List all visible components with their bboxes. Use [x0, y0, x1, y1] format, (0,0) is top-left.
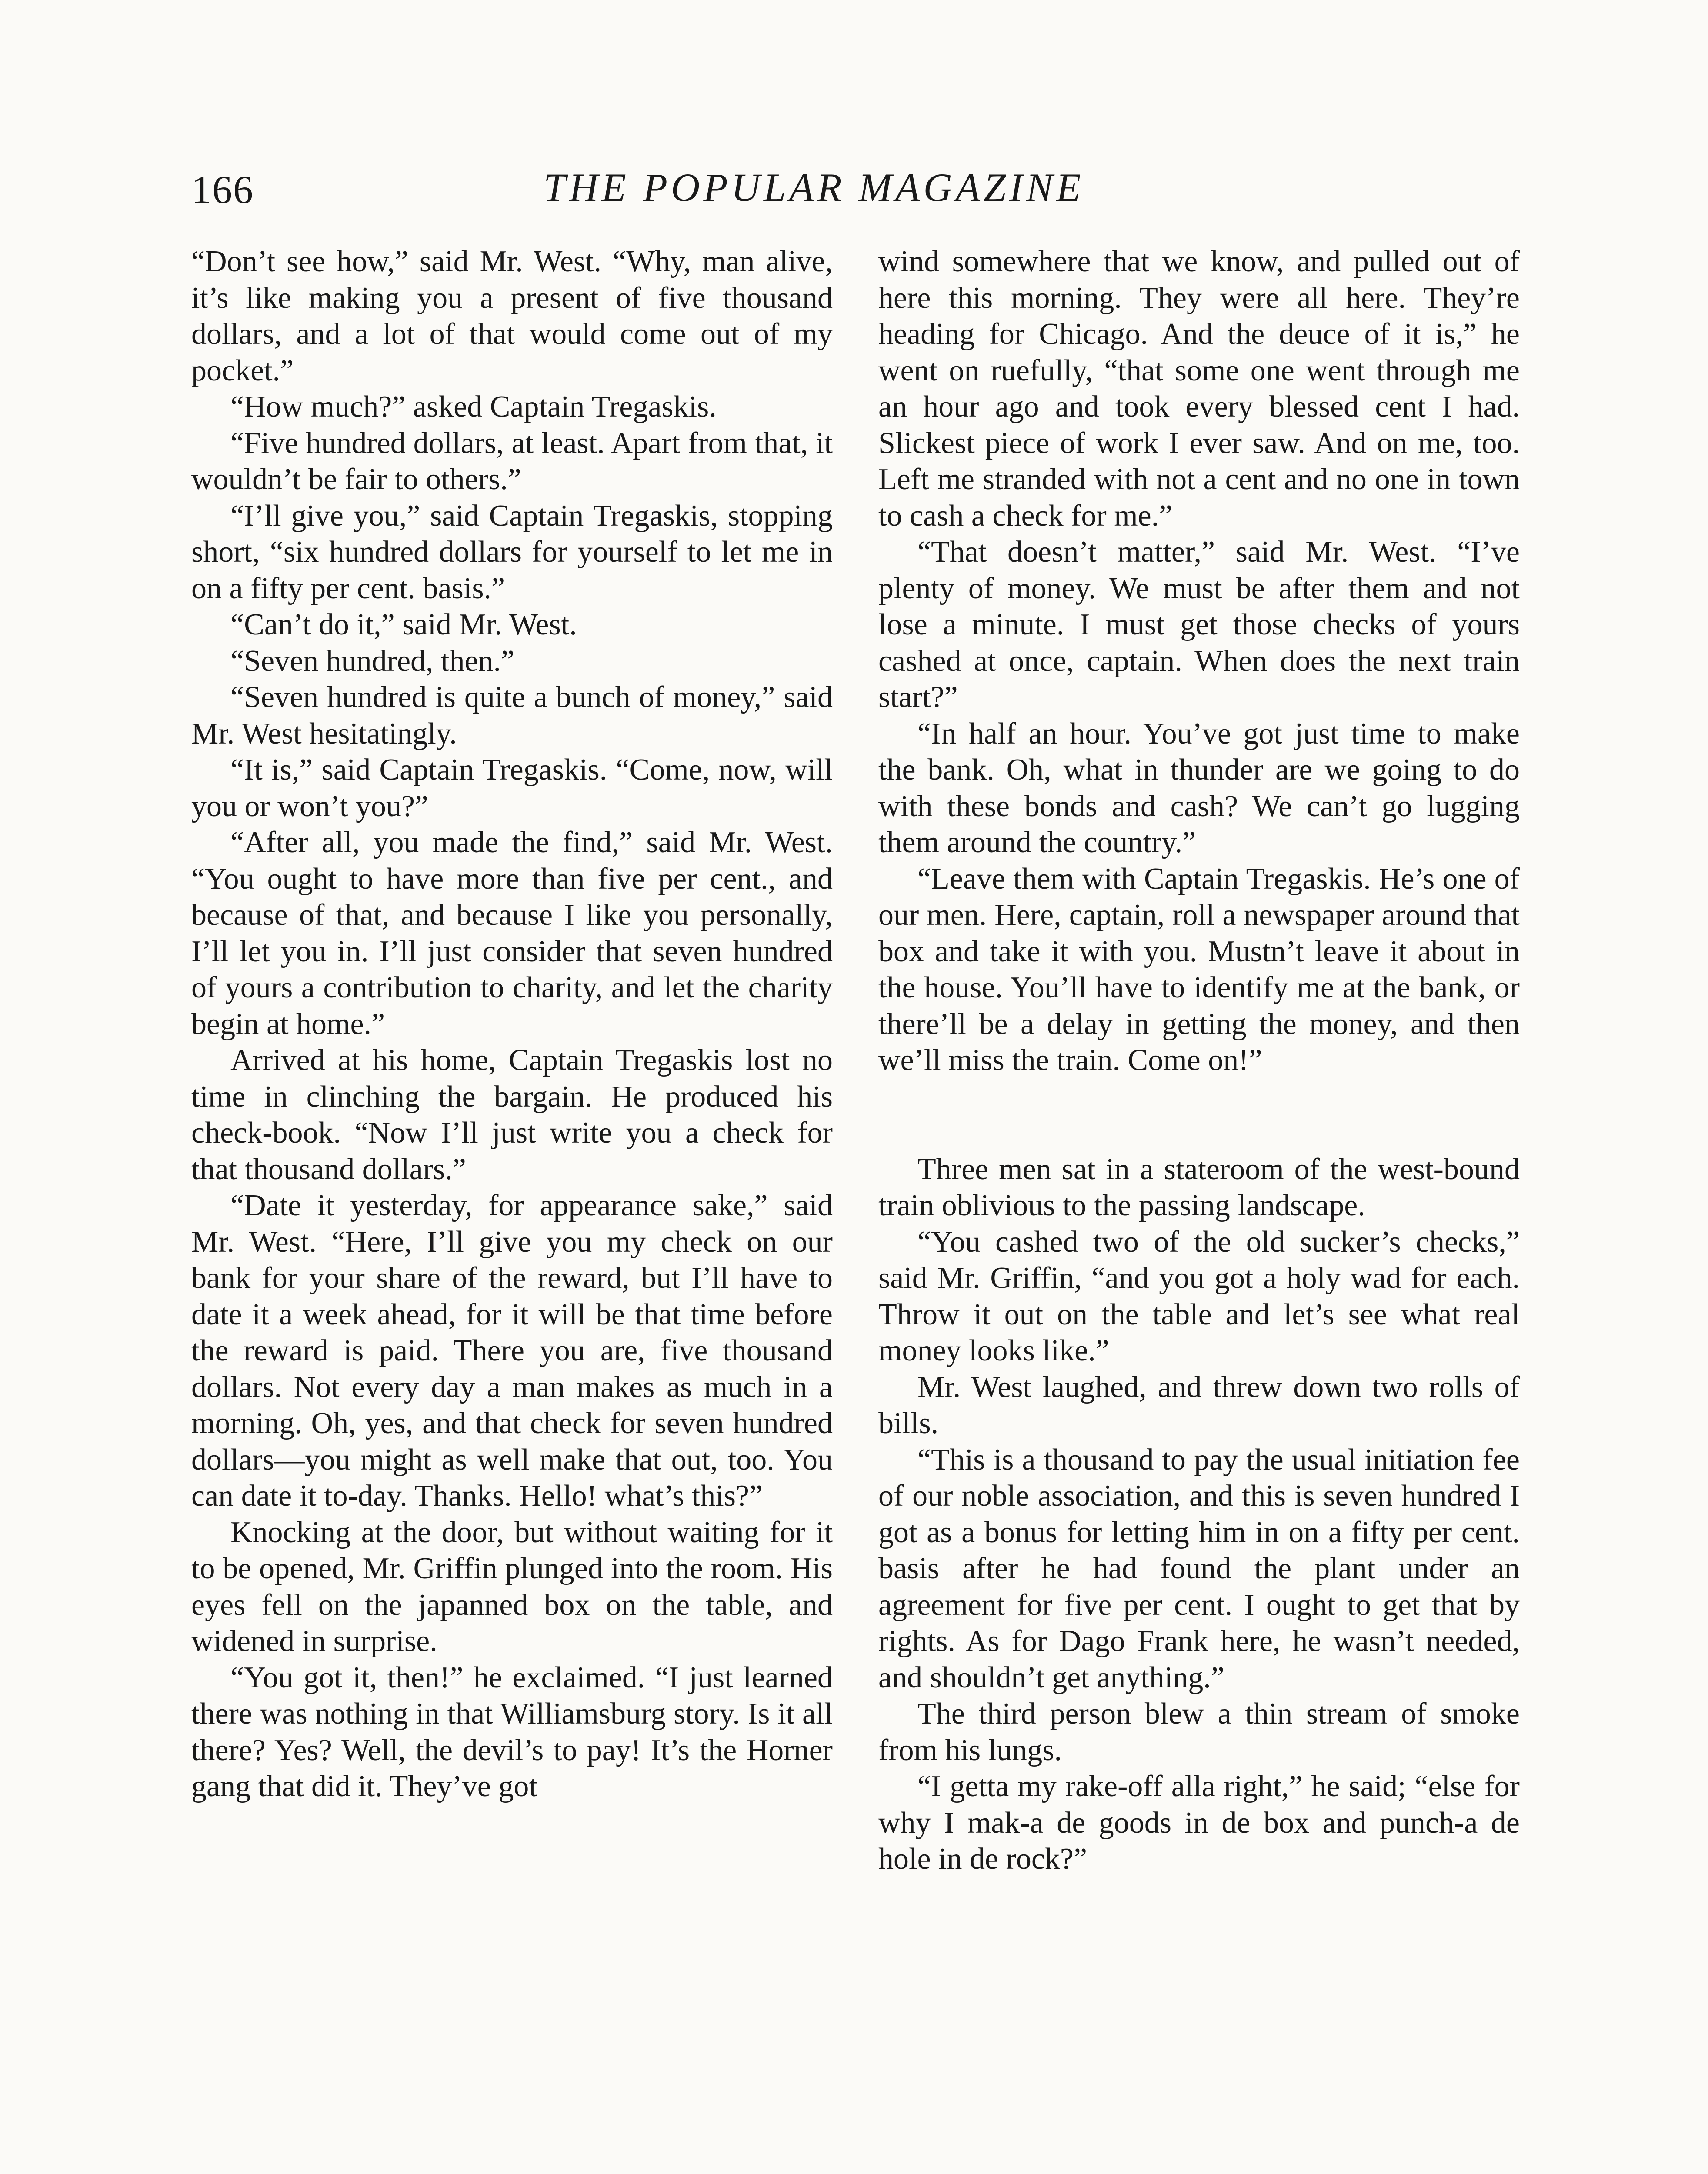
- paragraph: “It is,” said Captain Tregaskis. “Come, now, will you or won’t you?”: [191, 753, 833, 823]
- paragraph: “After all, you made the find,” said Mr. West. “You ought to have more than five per cent., and because of that, and because I like you personally, I’ll let you in. I’ll just consider that seven hundred of yours a contribution to charity, and let the charity begin at home.”: [191, 826, 833, 1041]
- paragraph: Three men sat in a stateroom of the west-bound train oblivious to the passing landscape.: [878, 1152, 1520, 1222]
- paragraph: “This is a thousand to pay the usual initiation fee of our noble association, and this is seven hundred I got as a bonus for letting him in on a fifty per cent. basis after he had found the plant under an agreement for five per cent. I ought to get that by rights. As for Dago Frank here, he wasn’t needed, and shouldn’t get anything.”: [878, 1443, 1520, 1694]
- left-column: [191, 243, 833, 1805]
- running-head: THE POPULAR MAGAZINE: [544, 165, 1084, 210]
- paragraph: The third person blew a thin stream of smoke from his lungs.: [878, 1697, 1520, 1767]
- paragraph: Arrived at his home, Captain Tregaskis lost no time in clinching the bargain. He produced his check-book. “Now I’ll just write you a check for that thousand dollars.”: [191, 1044, 833, 1186]
- paragraph: “Seven hundred, then.”: [230, 644, 515, 678]
- paragraph: “In half an hour. You’ve got just time to make the bank. Oh, what in thunder are we going to do with these bonds and cash? We can’t go lugging them around the country.”: [878, 717, 1520, 859]
- paragraph: “Can’t do it,” said Mr. West.: [230, 608, 577, 641]
- paragraph: “You cashed two of the old sucker’s checks,” said Mr. Griffin, “and you got a holy wad for each. Throw it out on the table and let’s see what real money looks like.”: [878, 1225, 1520, 1367]
- paragraph: “How much?” asked Captain Tregaskis.: [230, 390, 717, 423]
- paragraph: “Don’t see how,” said Mr. West. “Why, man alive, it’s like making you a present of five thousand dollars, and a lot of that would come out of my pocket.”: [191, 245, 833, 387]
- paragraph: Knocking at the door, but without waiting for it to be opened, Mr. Griffin plunged into the room. His eyes fell on the japanned box on the table, and widened in surprise.: [191, 1515, 833, 1658]
- paragraph: “That doesn’t matter,” said Mr. West. “I’ve plenty of money. We must be after them and not lose a minute. I must get those checks of yours cashed at once, captain. When does the next train start?”: [878, 535, 1520, 714]
- paragraph: “I’ll give you,” said Captain Tregaskis, stopping short, “six hundred dollars for yourself to let me in on a fifty per cent. basis.”: [191, 499, 833, 605]
- paragraph: “You got it, then!” he exclaimed. “I just learned there was nothing in that Williamsburg story. Is it all there? Yes? Well, the devil’s to pay! It’s the Horner gang that did it. They’ve got: [191, 1661, 833, 1803]
- paragraph: wind somewhere that we know, and pulled out of here this morning. They were all here. They’re heading for Chicago. And the deuce of it is,” he went on ruefully, “that some one went through me an hour ago and took every blessed cent I had. Slickest piece of work I ever saw. And on me, too. Left me stranded with not a cent and no one in town to cash a check for me.”: [878, 245, 1520, 533]
- paragraph: “Date it yesterday, for appearance sake,” said Mr. West. “Here, I’ll give you my check on our bank for your share of the reward, but I’ll have to date it a week ahead, for it will be that time before the reward is paid. There you are, five thousand dollars. Not every day a man makes as much in a morning. Oh, yes, and that check for seven hundred dollars—you might as well make that out, too. You can date it to-day. Thanks. Hello! what’s this?”: [191, 1189, 833, 1513]
- page-number: 166: [191, 167, 254, 212]
- paragraph: “I getta my rake-off alla right,” he said; “else for why I mak-a de goods in de box and punch-a de hole in de rock?”: [878, 1770, 1520, 1876]
- paragraph: “Seven hundred is quite a bunch of money,” said Mr. West hesitatingly.: [191, 680, 833, 750]
- paragraph: “Five hundred dollars, at least. Apart from that, it wouldn’t be fair to others.”: [191, 426, 833, 496]
- paragraph: “Leave them with Captain Tregaskis. He’s one of our men. Here, captain, roll a newspaper around that box and take it with you. Mustn’t leave it about in the house. You’ll have to identify me at the bank, or there’ll be a delay in getting the money, and then we’ll miss the train. Come on!”: [878, 862, 1520, 1077]
- paragraph: Mr. West laughed, and threw down two rolls of bills.: [878, 1370, 1520, 1440]
- right-column: [878, 243, 1520, 1877]
- section-break: [878, 1079, 1520, 1151]
